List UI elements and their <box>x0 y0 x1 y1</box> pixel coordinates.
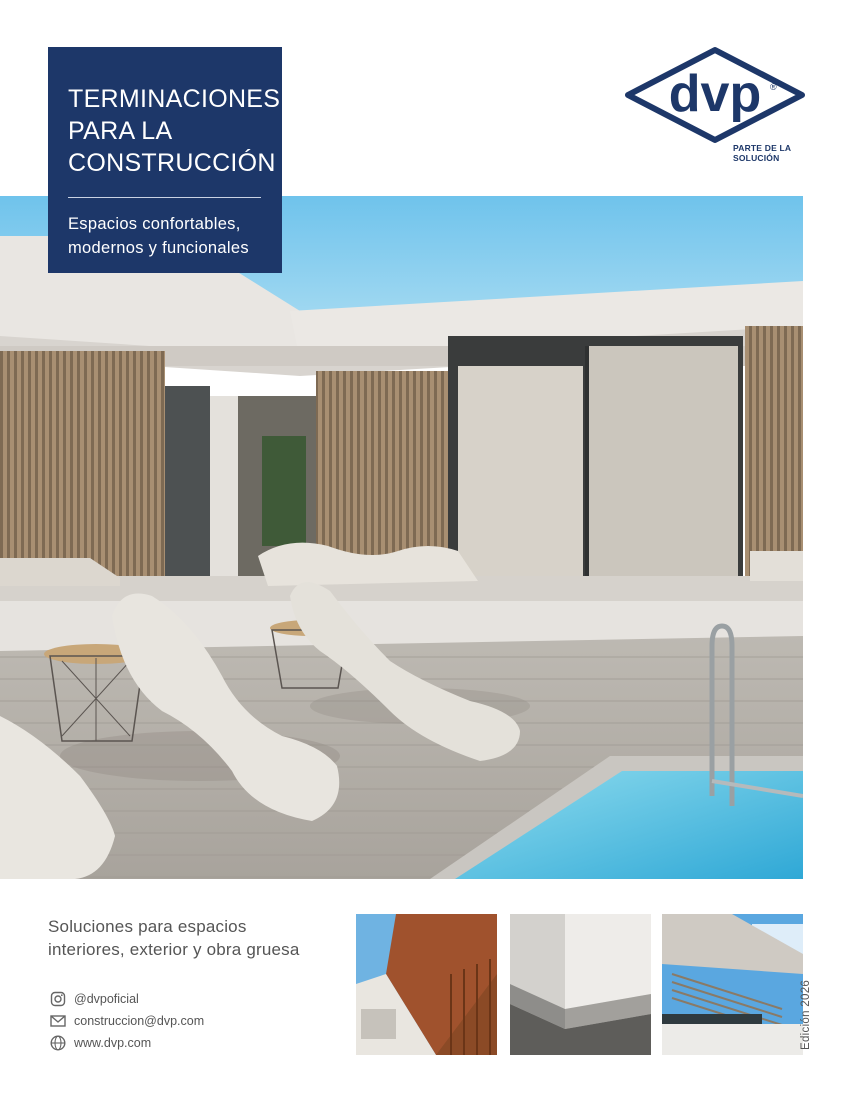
logo-wordmark: dvp <box>668 65 762 123</box>
logo-tagline-line-1: PARTE DE LA <box>733 143 792 153</box>
contact-instagram[interactable] <box>50 991 139 1007</box>
dvp-logo <box>624 46 806 144</box>
email-address: construccion@dvp.com <box>74 1014 205 1028</box>
title-line-1: TERMINACIONES <box>68 85 281 113</box>
thumbnail-skirting <box>510 914 651 1055</box>
logo-tagline <box>733 143 791 163</box>
logo-tagline-line-2: SOLUCIÓN <box>733 153 780 163</box>
subtitle-line-1: Espacios confortables, <box>68 215 241 233</box>
hero-photo <box>0 196 803 879</box>
title-divider <box>68 197 261 198</box>
contact-email[interactable] <box>50 1013 204 1029</box>
website-url: www.dvp.com <box>74 1036 152 1050</box>
instagram-handle: @dvpoficial <box>74 992 139 1006</box>
globe-icon <box>50 1035 66 1051</box>
subtitle-line-2: modernos y funcionales <box>68 239 249 257</box>
mail-icon <box>50 1013 66 1029</box>
title-line-2: PARA LA <box>68 117 173 145</box>
solutions-heading-line-2: interiores, exterior y obra gruesa <box>48 940 300 959</box>
solutions-heading-line-1: Soluciones para espacios <box>48 917 247 936</box>
solutions-heading <box>48 915 300 961</box>
thumbnail-facade <box>356 914 497 1055</box>
contact-website[interactable] <box>50 1035 151 1051</box>
instagram-icon <box>50 991 66 1007</box>
title-line-3: CONSTRUCCIÓN <box>68 149 276 177</box>
title-box <box>48 47 282 273</box>
thumbnail-pergola <box>662 914 803 1055</box>
edition-label: Edición 2026 <box>800 979 812 1050</box>
logo-registered-mark: ® <box>770 82 777 92</box>
